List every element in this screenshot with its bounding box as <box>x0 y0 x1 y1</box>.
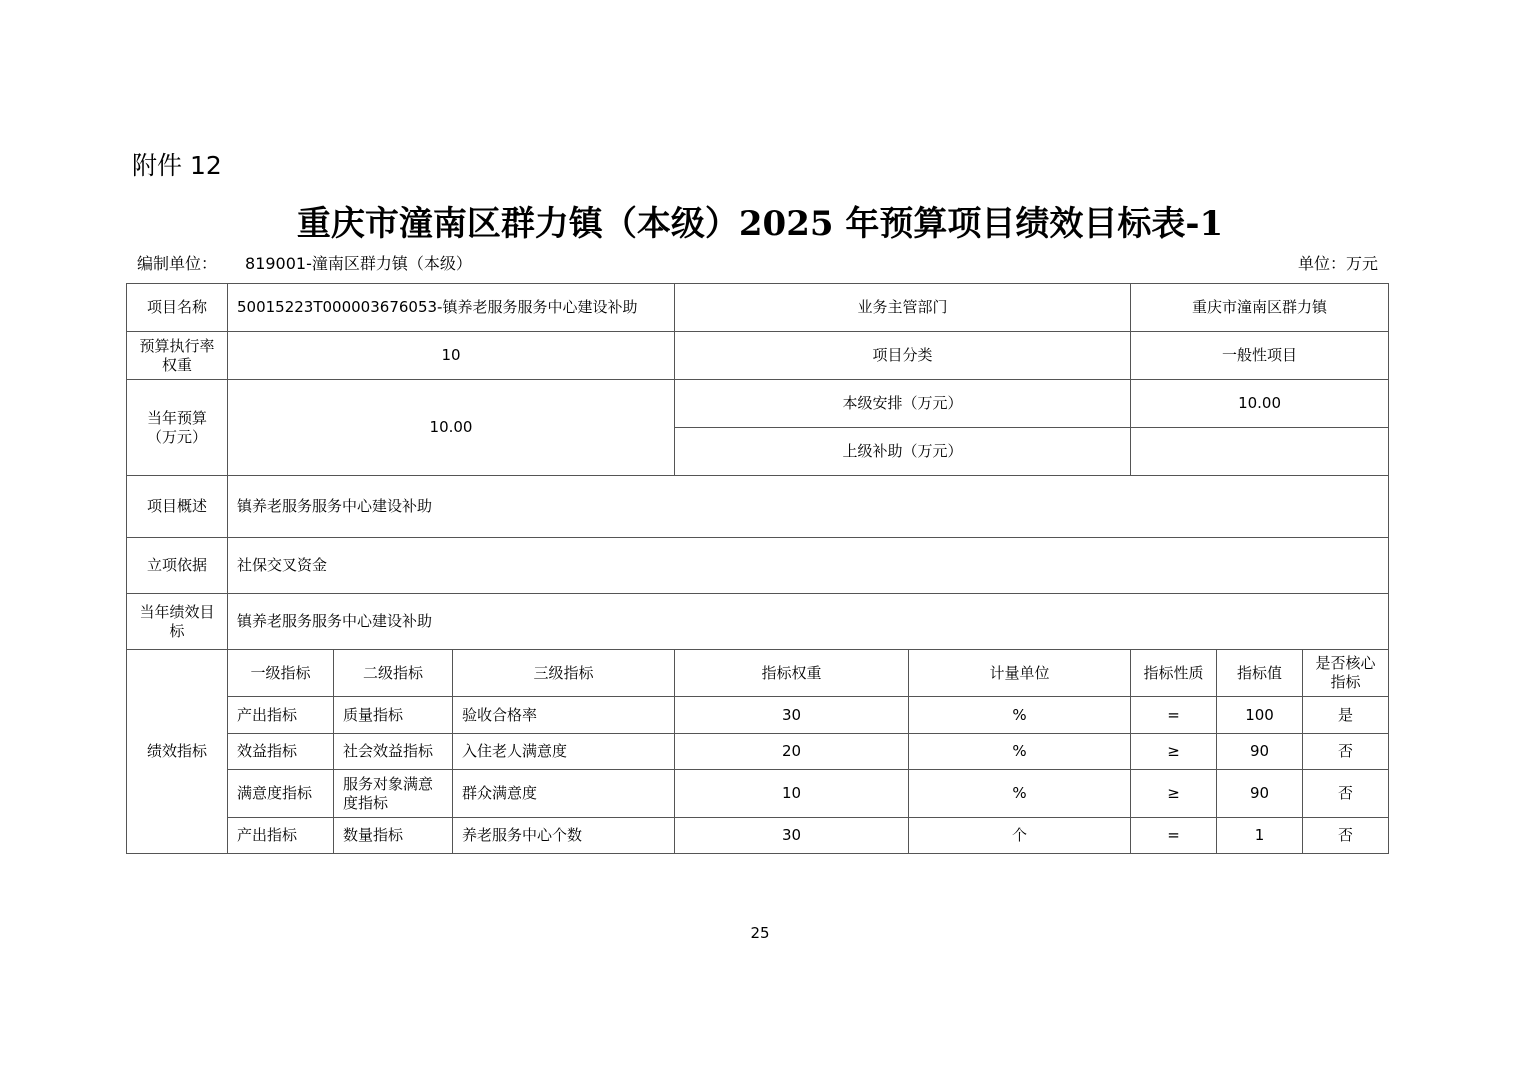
header-cell: 三级指标 <box>453 650 675 697</box>
cell: 质量指标 <box>334 697 453 734</box>
header-cell: 是否核心指标 <box>1303 650 1389 697</box>
cell: 个 <box>909 818 1131 854</box>
cell: = <box>1131 818 1217 854</box>
cell: 100 <box>1217 697 1303 734</box>
cell: 入住老人满意度 <box>453 734 675 770</box>
header-cell: 指标值 <box>1217 650 1303 697</box>
cell: % <box>909 697 1131 734</box>
indicators-label: 绩效指标 <box>127 650 228 854</box>
cell: 90 <box>1217 734 1303 770</box>
overview-label: 项目概述 <box>127 476 228 538</box>
upper-label: 上级补助（万元） <box>675 428 1131 476</box>
cell: 产出指标 <box>228 818 334 854</box>
cell: % <box>909 770 1131 818</box>
overview: 镇养老服务服务中心建设补助 <box>228 476 1389 538</box>
cell: 否 <box>1303 770 1389 818</box>
local-value: 10.00 <box>1131 380 1389 428</box>
header-cell: 二级指标 <box>334 650 453 697</box>
annual-budget-label: 当年预算（万元） <box>127 380 228 476</box>
dept-value: 重庆市潼南区群力镇 <box>1131 284 1389 332</box>
compiler-info <box>137 251 472 274</box>
cell: 否 <box>1303 818 1389 854</box>
cell: 否 <box>1303 734 1389 770</box>
header-cell: 计量单位 <box>909 650 1131 697</box>
project-name: 50015223T000003676053-镇养老服务服务中心建设补助 <box>228 284 675 332</box>
local-label: 本级安排（万元） <box>675 380 1131 428</box>
compiler-value: 819001-潼南区群力镇（本级） <box>245 254 472 273</box>
goal-label: 当年绩效目标 <box>127 594 228 650</box>
indicator-row <box>127 770 1389 818</box>
cell: % <box>909 734 1131 770</box>
cell: 数量指标 <box>334 818 453 854</box>
indicator-row <box>127 734 1389 770</box>
upper-value <box>1131 428 1389 476</box>
cell: ≥ <box>1131 734 1217 770</box>
cell: 30 <box>675 818 909 854</box>
cell: 10 <box>675 770 909 818</box>
cell: 效益指标 <box>228 734 334 770</box>
indicator-row <box>127 697 1389 734</box>
performance-table <box>126 283 1389 854</box>
basis: 社保交叉资金 <box>228 538 1389 594</box>
unit-label: 单位：万元 <box>1297 254 1378 273</box>
compiler-label: 编制单位： <box>137 254 218 273</box>
page-number: 25 <box>750 924 770 942</box>
cell: 社会效益指标 <box>334 734 453 770</box>
dept-label: 业务主管部门 <box>675 284 1131 332</box>
cell: = <box>1131 697 1217 734</box>
cell: 90 <box>1217 770 1303 818</box>
cell: 群众满意度 <box>453 770 675 818</box>
budget-weight-label: 预算执行率权重 <box>127 332 228 380</box>
cell: 产出指标 <box>228 697 334 734</box>
cell: 1 <box>1217 818 1303 854</box>
basis-label: 立项依据 <box>127 538 228 594</box>
cell: 验收合格率 <box>453 697 675 734</box>
cell: ≥ <box>1131 770 1217 818</box>
cell: 养老服务中心个数 <box>453 818 675 854</box>
header-cell: 指标权重 <box>675 650 909 697</box>
page-title: 重庆市潼南区群力镇（本级）2025 年预算项目绩效目标表-1 <box>296 204 1224 244</box>
cell: 30 <box>675 697 909 734</box>
header-cell: 一级指标 <box>228 650 334 697</box>
project-name-label: 项目名称 <box>127 284 228 332</box>
category-value: 一般性项目 <box>1131 332 1389 380</box>
goal: 镇养老服务服务中心建设补助 <box>228 594 1389 650</box>
budget-weight: 10 <box>228 332 675 380</box>
cell: 20 <box>675 734 909 770</box>
annual-budget: 10.00 <box>228 380 675 476</box>
cell: 是 <box>1303 697 1389 734</box>
cell: 服务对象满意度指标 <box>334 770 453 818</box>
category-label: 项目分类 <box>675 332 1131 380</box>
indicator-row <box>127 818 1389 854</box>
cell: 满意度指标 <box>228 770 334 818</box>
header-cell: 指标性质 <box>1131 650 1217 697</box>
attachment-label: 附件 12 <box>132 151 222 180</box>
